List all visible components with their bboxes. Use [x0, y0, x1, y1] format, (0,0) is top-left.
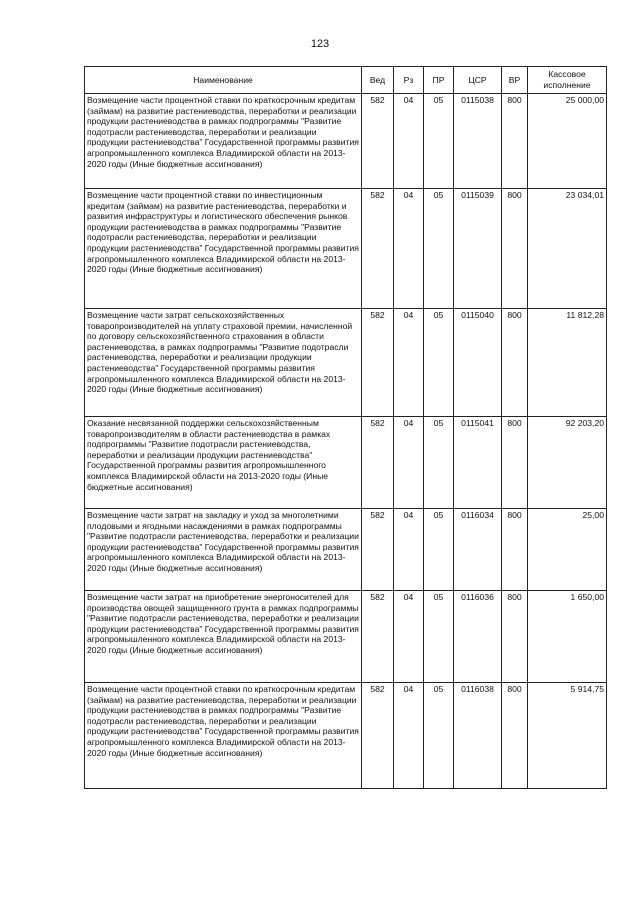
row-rz: 04: [394, 417, 424, 509]
row-pr: 05: [424, 683, 454, 789]
row-rz: 04: [394, 309, 424, 417]
row-rz: 04: [394, 189, 424, 309]
page-number: 123: [310, 38, 330, 50]
row-name: Возмещение части процентной ставки по краткосрочным кредитам (займам) на развитие растениеводства, переработки и реализации продукции растениеводства в рамках подпрограммы "Развитие подотрасли растениеводства, переработки и реализации продукции растениеводства" Государственной программы развития агропромышленного комплекса Владимирской области на 2013-2020 годы (Иные бюджетные ассигнования): [85, 94, 362, 189]
row-vr: 800: [502, 94, 528, 189]
table-row: [85, 417, 607, 509]
row-amount: 92 203,20: [528, 417, 607, 509]
row-vr: 800: [502, 509, 528, 591]
row-amount: 11 812,28: [528, 309, 607, 417]
row-amount: 1 650,00: [528, 591, 607, 683]
row-ved: 582: [362, 189, 394, 309]
row-name: Возмещение части затрат сельскохозяйственных товаропроизводителей на уплату страховой премии, начисленной по договору сельскохозяйственного страхования в области растениеводства, в рамках подпрограммы "Развитие подотрасли растениеводства, переработки и реализации продукции растениеводства" Государственной программы развития агропромышленного комплекса Владимирской области на 2013-2020 годы (Иные бюджетные ассигнования): [85, 309, 362, 417]
row-csr: 0115041: [454, 417, 502, 509]
row-csr: 0116036: [454, 591, 502, 683]
row-name: Оказание несвязанной поддержки сельскохозяйственным товаропроизводителям в области растениеводства в рамках подпрограммы "Развитие подотрасли растениеводства, переработки и реализации продукции растениеводства" Государственной программы развития агропромышленного комплекса Владимирской области на 2013-2020 годы (Иные бюджетные ассигнования): [85, 417, 362, 509]
table-row: [85, 683, 607, 789]
header-rz: Рз: [394, 67, 424, 94]
row-ved: 582: [362, 94, 394, 189]
row-pr: 05: [424, 417, 454, 509]
row-name: Возмещение части затрат на закладку и уход за многолетними плодовыми и ягодными насаждениями в рамках подпрограммы "Развитие подотрасли растениеводства, переработки и реализации продукции растениеводства" Государственной программы развития агропромышленного комплекса Владимирской области на 2013-2020 годы (Иные бюджетные ассигнования): [85, 509, 362, 591]
row-name: Возмещение части процентной ставки по инвестиционным кредитам (займам) на развитие растениеводства, переработки и развития инфраструктуры и логистического обеспечения рынков продукции растениеводства в рамках подпрограммы "Развитие подотрасли растениеводства, переработки и реализации продукции растениеводства" Государственной программы развития агропромышленного комплекса Владимирской области на 2013-2020 годы (Иные бюджетные ассигнования): [85, 189, 362, 309]
table-row: [85, 591, 607, 683]
table-row: [85, 94, 607, 189]
row-ved: 582: [362, 683, 394, 789]
row-name: Возмещение части затрат на приобретение энергоносителей для производства овощей защищенного грунта в рамках подпрограммы "Развитие подотрасли растениеводства, переработки и реализации продукции растениеводства" Государственной программы развития агропромышленного комплекса Владимирской области на 2013-2020 годы (Иные бюджетные ассигнования): [85, 591, 362, 683]
row-amount: 25 000,00: [528, 94, 607, 189]
row-csr: 0115038: [454, 94, 502, 189]
table-row: [85, 189, 607, 309]
row-vr: 800: [502, 591, 528, 683]
row-pr: 05: [424, 591, 454, 683]
row-csr: 0116038: [454, 683, 502, 789]
row-csr: 0116034: [454, 509, 502, 591]
row-vr: 800: [502, 683, 528, 789]
header-ved: Вед: [362, 67, 394, 94]
row-pr: 05: [424, 309, 454, 417]
header-name: Наименование: [85, 67, 362, 94]
table-row: [85, 309, 607, 417]
table-row: [85, 509, 607, 591]
header-vr: ВР: [502, 67, 528, 94]
row-amount: 23 034,01: [528, 189, 607, 309]
budget-execution-table: [84, 66, 607, 789]
row-amount: 25,00: [528, 509, 607, 591]
row-name: Возмещение части процентной ставки по краткосрочным кредитам (займам) на развитие растениеводства, переработки и реализации продукции растениеводства в рамках подпрограммы "Развитие подотрасли растениеводства, переработки и реализации продукции растениеводства" Государственной программы развития агропромышленного комплекса Владимирской области на 2013-2020 годы (Иные бюджетные ассигнования): [85, 683, 362, 789]
row-csr: 0115040: [454, 309, 502, 417]
row-pr: 05: [424, 94, 454, 189]
row-vr: 800: [502, 417, 528, 509]
header-csr: ЦСР: [454, 67, 502, 94]
header-amount: Кассовое исполнение: [528, 67, 607, 94]
row-pr: 05: [424, 189, 454, 309]
row-pr: 05: [424, 509, 454, 591]
row-vr: 800: [502, 189, 528, 309]
row-csr: 0115039: [454, 189, 502, 309]
row-rz: 04: [394, 94, 424, 189]
row-ved: 582: [362, 509, 394, 591]
row-ved: 582: [362, 417, 394, 509]
row-ved: 582: [362, 591, 394, 683]
row-rz: 04: [394, 509, 424, 591]
row-vr: 800: [502, 309, 528, 417]
table-header-row: [85, 67, 607, 94]
row-rz: 04: [394, 591, 424, 683]
header-pr: ПР: [424, 67, 454, 94]
row-rz: 04: [394, 683, 424, 789]
row-amount: 5 914,75: [528, 683, 607, 789]
row-ved: 582: [362, 309, 394, 417]
